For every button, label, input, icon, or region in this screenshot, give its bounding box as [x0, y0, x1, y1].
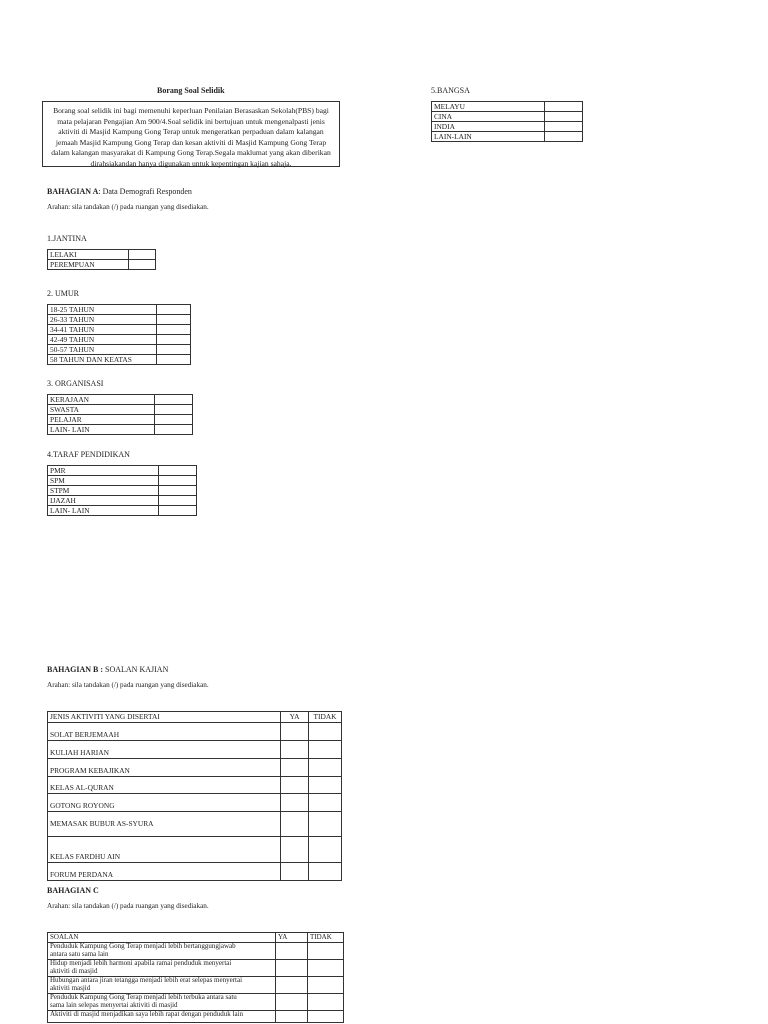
section-c-instruction: Arahan: sila tandakan (/) pada ruangan yang disediakan. — [47, 902, 209, 910]
option-row — [48, 466, 197, 476]
yes-box[interactable] — [276, 994, 308, 1011]
tick-box[interactable] — [157, 345, 191, 355]
activity-table-header — [48, 712, 342, 723]
activity-row — [48, 812, 342, 837]
yes-box[interactable] — [276, 977, 308, 994]
tick-box[interactable] — [159, 476, 197, 486]
activity-row — [48, 741, 342, 759]
question-row — [48, 994, 344, 1011]
section-b-title: SOALAN KAJIAN — [103, 665, 169, 674]
question-row — [48, 943, 344, 960]
option-label: MELAYU — [432, 102, 545, 112]
option-row — [48, 355, 191, 365]
yes-box[interactable] — [276, 943, 308, 960]
option-label: PEREMPUAN — [48, 260, 129, 270]
question-line: Hubungan antara jiran tetangga menjadi lebih erat selepas menyertai — [50, 976, 243, 984]
no-box[interactable] — [308, 960, 344, 977]
option-label: LELAKI — [48, 250, 129, 260]
taraf-table — [47, 465, 197, 516]
no-box[interactable] — [308, 977, 344, 994]
question-text — [48, 977, 276, 994]
organisasi-table — [47, 394, 193, 435]
activity-row — [48, 759, 342, 777]
option-row — [48, 486, 197, 496]
section-b-heading — [47, 665, 168, 674]
question-line: aktiviti masjid — [50, 983, 91, 992]
yes-column-header: YA — [276, 933, 308, 943]
activity-row — [48, 837, 342, 863]
option-row — [432, 102, 583, 112]
option-row — [48, 506, 197, 516]
intro-line: dirahsiakandan hanya digunakan untuk kepentingan kajian sahaja. — [90, 158, 292, 168]
jantina-table — [47, 249, 156, 270]
option-row — [48, 405, 193, 415]
option-row — [432, 132, 583, 142]
no-box[interactable] — [309, 777, 342, 794]
option-row — [48, 345, 191, 355]
yes-box[interactable] — [281, 794, 309, 812]
intro-line: Borang soal selidik ini bagi memenuhi keperluan Penilaian Berasaskan Sekolah(PBS) bagi — [53, 106, 329, 115]
option-row — [48, 476, 197, 486]
option-row — [48, 395, 193, 405]
tick-box[interactable] — [129, 250, 156, 260]
question-line: Hidup menjadi lebih harmoni apabila ramai penduduk menyertai — [50, 959, 232, 967]
question-row — [48, 960, 344, 977]
tick-box[interactable] — [129, 260, 156, 270]
tick-box[interactable] — [159, 486, 197, 496]
no-box[interactable] — [308, 1011, 344, 1023]
option-label: SWASTA — [48, 405, 155, 415]
section-c-heading — [47, 886, 99, 895]
intro-line: jemaah Masjid Kampung Gong Terap dan kesan aktiviti di Masjid Kampung Gong Terap — [55, 137, 327, 147]
yes-box[interactable] — [281, 723, 309, 741]
option-row — [48, 415, 193, 425]
section-b-instruction: Arahan: sila tandakan (/) pada ruangan yang disediakan. — [47, 681, 209, 689]
question-row — [48, 1011, 344, 1023]
option-label: IJAZAH — [48, 496, 159, 506]
question-text — [48, 1011, 276, 1023]
yes-column-header: YA — [281, 712, 309, 723]
activity-label: KELAS AL-QURAN — [48, 777, 281, 794]
option-row — [48, 250, 156, 260]
option-row — [48, 315, 191, 325]
option-label: 18-25 TAHUN — [48, 305, 157, 315]
option-label: 58 TAHUN DAN KEATAS — [48, 355, 157, 365]
yes-box[interactable] — [281, 863, 309, 881]
no-column-header: TIDAK — [308, 933, 344, 943]
option-row — [48, 496, 197, 506]
tick-box[interactable] — [545, 132, 583, 142]
no-box[interactable] — [309, 863, 342, 881]
option-label: 26-33 TAHUN — [48, 315, 157, 325]
activity-column-header: JENIS AKTIVITI YANG DISERTAI — [48, 712, 281, 723]
option-row — [48, 260, 156, 270]
question-line: sama lain selepas menyertai aktiviti di masjid — [50, 1000, 178, 1009]
question-text — [48, 994, 276, 1011]
option-label: STPM — [48, 486, 159, 496]
tick-box[interactable] — [155, 425, 193, 435]
jantina-label: 1.JANTINA — [47, 234, 87, 243]
tick-box[interactable] — [155, 395, 193, 405]
section-b-label: BAHAGIAN B : — [47, 665, 104, 674]
taraf-label: 4.TARAF PENDIDIKAN — [47, 450, 130, 459]
tick-box[interactable] — [157, 305, 191, 315]
yes-box[interactable] — [276, 960, 308, 977]
question-line: Aktiviti di masjid menjadikan saya lebih rapat dengan penduduk lain — [50, 1010, 244, 1018]
activity-label: GOTONG ROYONG — [48, 794, 281, 812]
question-column-header: SOALAN — [48, 933, 276, 943]
option-label: 50-57 TAHUN — [48, 345, 157, 355]
activity-label: SOLAT BERJEMAAH — [48, 723, 281, 741]
tick-box[interactable] — [157, 325, 191, 335]
section-a-instruction: Arahan: sila tandakan (/) pada ruangan yang disediakan. — [47, 203, 209, 211]
yes-box[interactable] — [276, 1011, 308, 1023]
question-line: antara satu sama lain — [50, 949, 109, 958]
activity-label: PROGRAM KEBAJIKAN — [48, 759, 281, 777]
option-label: PELAJAR — [48, 415, 155, 425]
activity-row — [48, 863, 342, 881]
activity-label: KULIAH HARIAN — [48, 741, 281, 759]
question-text — [48, 943, 276, 960]
no-column-header: TIDAK — [309, 712, 342, 723]
no-box[interactable] — [309, 759, 342, 777]
option-label: CINA — [432, 112, 545, 122]
question-row — [48, 977, 344, 994]
option-label: LAIN- LAIN — [48, 506, 159, 516]
question-table — [47, 932, 344, 1023]
umur-table — [47, 304, 191, 365]
yes-box[interactable] — [281, 759, 309, 777]
no-box[interactable] — [309, 723, 342, 741]
bangsa-label: 5.BANGSA — [431, 86, 470, 95]
section-a-title: : Data Demografi Responden — [98, 187, 192, 196]
option-label: LAIN-LAIN — [432, 132, 545, 142]
bangsa-table — [431, 101, 583, 142]
activity-label: FORUM PERDANA — [48, 863, 281, 881]
activity-label: KELAS FARDHU AIN — [48, 837, 281, 863]
yes-box[interactable] — [281, 741, 309, 759]
tick-box[interactable] — [545, 102, 583, 112]
tick-box[interactable] — [155, 405, 193, 415]
intro-line: dalam kalangan masyarakat di Kampung Gong Terap.Segala maklumat yang akan diberikan — [51, 148, 331, 157]
activity-row — [48, 794, 342, 812]
organisasi-label: 3. ORGANISASI — [47, 379, 104, 388]
intro-line: mata pelajaran Pengajian Am 900/4.Soal selidik ini bertujuan untuk mengenalpasti jenis — [57, 116, 325, 126]
tick-box[interactable] — [155, 415, 193, 425]
activity-label: MEMASAK BUBUR AS-SYURA — [48, 812, 281, 837]
yes-box[interactable] — [281, 812, 309, 837]
intro-line: aktiviti di Masjid Kampung Gong Terap untuk mengeratkan perpaduan dalam kalangan — [58, 127, 324, 136]
option-row — [48, 425, 193, 435]
no-box[interactable] — [309, 812, 342, 837]
yes-box[interactable] — [281, 777, 309, 794]
tick-box[interactable] — [545, 112, 583, 122]
section-c-label: BAHAGIAN C — [47, 886, 99, 895]
no-box[interactable] — [308, 943, 344, 960]
form-title: Borang Soal Selidik — [157, 86, 225, 95]
intro-box — [42, 101, 340, 167]
section-a-label: BAHAGIAN A — [47, 187, 99, 196]
umur-label: 2. UMUR — [47, 289, 80, 298]
option-label: KERAJAAN — [48, 395, 155, 405]
question-line: Penduduk Kampung Gong Terap menjadi lebih bertanggungjawab — [50, 942, 236, 950]
question-text — [48, 960, 276, 977]
option-label: LAIN- LAIN — [48, 425, 155, 435]
tick-box[interactable] — [159, 496, 197, 506]
tick-box[interactable] — [159, 466, 197, 476]
option-label: SPM — [48, 476, 159, 486]
option-row — [48, 305, 191, 315]
activity-row — [48, 723, 342, 741]
question-line: Penduduk Kampung Gong Terap menjadi lebih terbuka antara satu — [50, 993, 237, 1001]
option-label: 34-41 TAHUN — [48, 325, 157, 335]
section-a-heading — [47, 187, 192, 196]
no-box[interactable] — [309, 794, 342, 812]
tick-box[interactable] — [159, 506, 197, 516]
tick-box[interactable] — [545, 122, 583, 132]
tick-box[interactable] — [157, 335, 191, 345]
option-row — [48, 325, 191, 335]
option-label: INDIA — [432, 122, 545, 132]
no-box[interactable] — [309, 837, 342, 863]
activity-row — [48, 777, 342, 794]
option-label: PMR — [48, 466, 159, 476]
option-row — [432, 112, 583, 122]
tick-box[interactable] — [157, 315, 191, 325]
question-table-header — [48, 933, 344, 943]
tick-box[interactable] — [157, 355, 191, 365]
option-row — [48, 335, 191, 345]
yes-box[interactable] — [281, 837, 309, 863]
no-box[interactable] — [308, 994, 344, 1011]
question-line: aktiviti di masjid — [50, 966, 98, 975]
option-label: 42-49 TAHUN — [48, 335, 157, 345]
no-box[interactable] — [309, 741, 342, 759]
activity-table — [47, 711, 342, 881]
option-row — [432, 122, 583, 132]
